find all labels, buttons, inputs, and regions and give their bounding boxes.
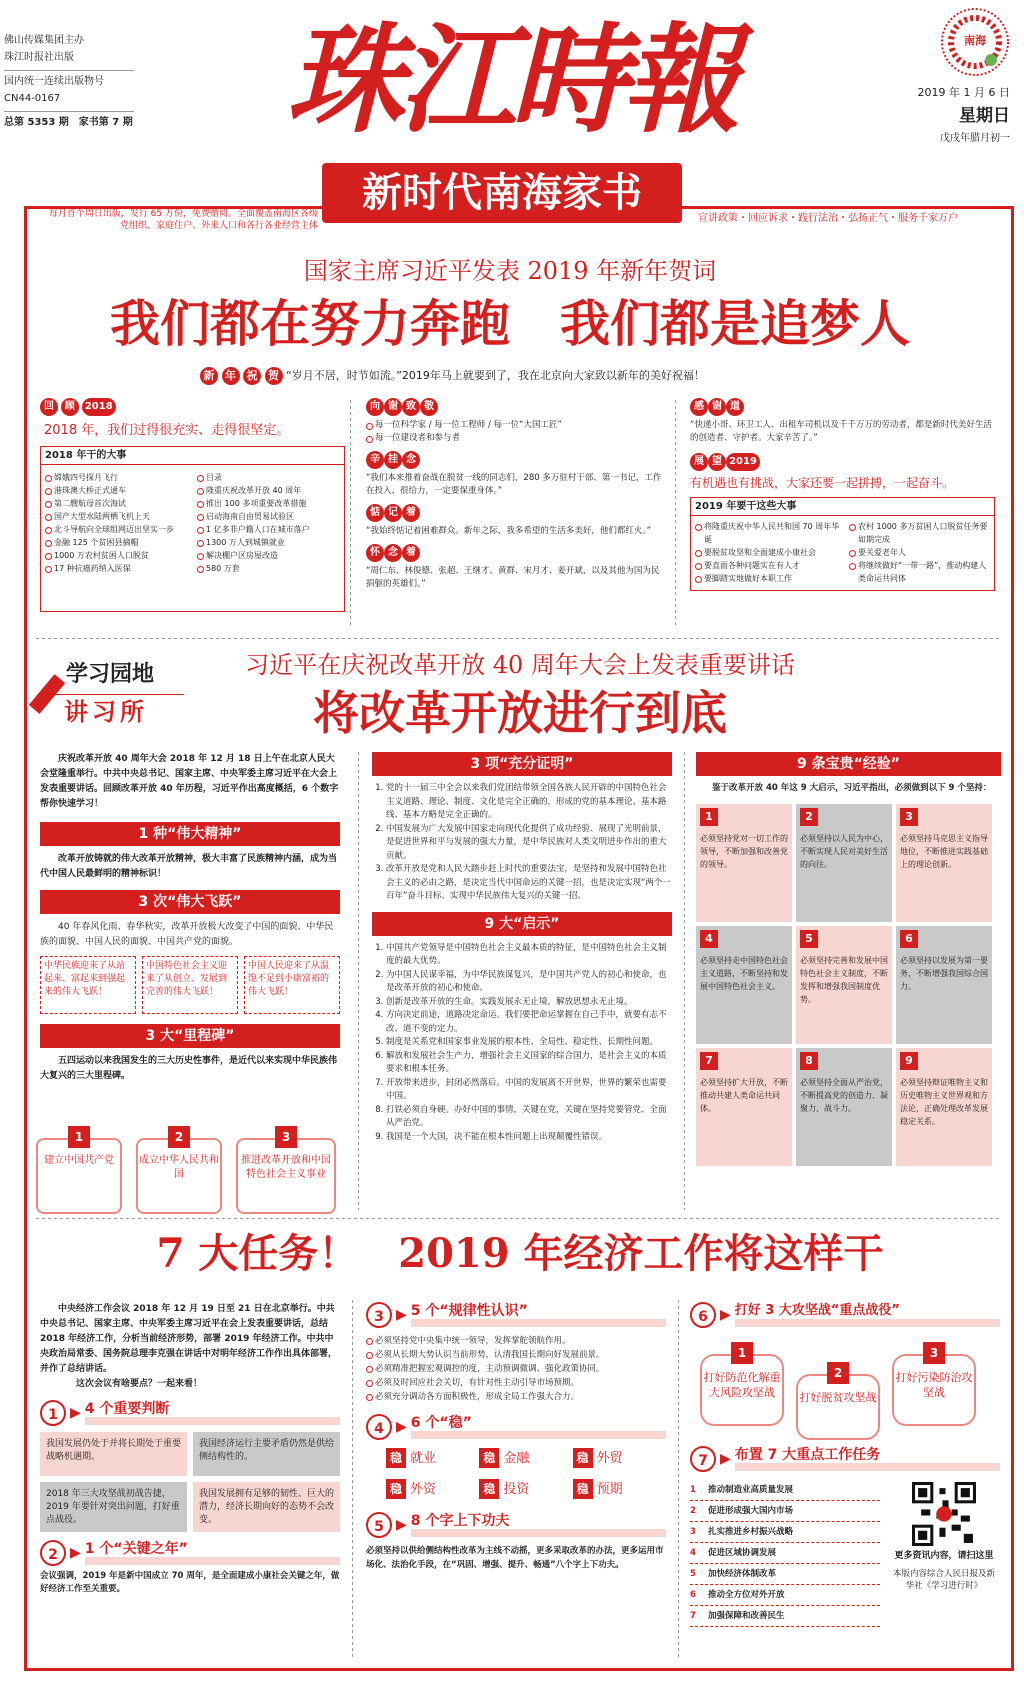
- battle-2: [796, 1366, 880, 1440]
- b3-text: 五四运动以来我国发生的三大历史性事件，是近代以来实现中华民族伟大复兴的三大里程碑。: [40, 1056, 338, 1081]
- issue-date: 2019 年 1 月 6 日: [917, 86, 1010, 99]
- plan-item: 将继续做好“一带一路”，推动构建人类命运共同体: [849, 559, 991, 585]
- insight-item: 4. 方向决定前途，道路决定命运。我们要把命运掌握在自己手中，就要有志不改、道不变的定力。: [386, 1009, 672, 1036]
- battle-num: 3: [923, 1342, 945, 1364]
- plan-item: 要脚踏实地做好本职工作: [695, 572, 845, 585]
- stability-item: 稳 外资: [386, 1479, 479, 1500]
- top-kicker: 国家主席习近平发表 2019 年新年贺词: [303, 257, 717, 285]
- event-item: 金融 125 个贫困县摘帽: [45, 536, 195, 549]
- milestone-num: 3: [275, 1126, 297, 1148]
- event-item: 第二艘航母首次海试: [45, 497, 195, 510]
- task-text: 加强保障和改善民生: [708, 1611, 785, 1621]
- battle-text: 打好防范化解重大风险攻坚战: [703, 1371, 781, 1399]
- care-text: “我们本来推着奋战在脱贫一线的同志们，280 多万驻村干部、第一书记，工作在投入、很给力，一定要保重身体。”: [366, 473, 662, 496]
- event-item: 嫦娥四号探月飞行: [45, 471, 195, 484]
- wen-icon: 稳: [386, 1479, 406, 1499]
- c-title: 3 项“充分证明”: [372, 752, 672, 776]
- events-2019-title: 2019 年要干这些大事: [691, 500, 994, 516]
- thanks-item: 每一位建设者和参与者: [366, 432, 666, 445]
- thanks-tag: 敬: [420, 398, 438, 416]
- thank-workers-text: “快递小哥、环卫工人、出租车司机以及千千万万的劳动者，都是新时代美好生活的创造者、守护者。大家辛苦了。”: [690, 420, 992, 443]
- thank-tag: 谢: [708, 398, 726, 416]
- economy-col-a: [40, 1302, 340, 1596]
- outlook-tag: 2019: [726, 453, 760, 471]
- s5-text: 必须坚持以供给侧结构性改革为主线不动摇，更多采取改革的办法，更多运用市场化、法治化手段，在“巩固、增强、提升、畅通”八个字上下功夫。: [366, 1546, 664, 1570]
- publisher-2: 珠江时报社出版: [4, 52, 74, 63]
- experience-text: 必须坚持完善和发展中国特色社会主义制度，不断发挥和增强我国制度优势。: [800, 955, 888, 1004]
- top-lead-row: [200, 366, 800, 386]
- plan-item: 要脱贫攻坚和全面建成小康社会: [695, 546, 845, 559]
- experience-cell: [696, 926, 792, 1044]
- outlook-tag: 望: [708, 453, 726, 471]
- review-tag-3: 2018: [82, 398, 116, 416]
- experience-num: 1: [700, 808, 718, 826]
- qr-block[interactable]: [890, 1482, 998, 1592]
- s2-header: 2 ▶ 1 个“关键之年”: [40, 1540, 340, 1566]
- task-item: [690, 1501, 880, 1522]
- tasks-list: [690, 1480, 880, 1627]
- experience-text: 必须坚持全面从严治党，不断提高党的创造力、凝聚力、战斗力。: [800, 1077, 888, 1113]
- thanks-tag: 谢: [384, 398, 402, 416]
- experience-cell: [796, 926, 892, 1044]
- s2-text: 会议强调，2019 年是新中国成立 70 周年，是全面建成小康社会关键之年，做好经济工作至关重要。: [40, 1571, 340, 1594]
- tag-4: 贺: [265, 367, 283, 385]
- battle-num: 1: [731, 1342, 753, 1364]
- experience-text: 必须坚持以发展为第一要务，不断增强我国综合国力。: [900, 955, 988, 991]
- economy-col-b: [366, 1302, 666, 1572]
- s3-header: 3 ▶ 5 个“规律性认识”: [366, 1302, 666, 1328]
- experience-cell: [796, 804, 892, 922]
- b2-box: 中华民族迎来了从站起来、富起来到强起来的伟大飞跃！: [40, 956, 136, 1014]
- event-item: 1000 万农村贫困人口脱贫: [45, 549, 195, 562]
- experience-num: 9: [900, 1052, 918, 1070]
- task-text: 扎实推进乡村振兴战略: [708, 1527, 794, 1537]
- tag-3: 祝: [243, 367, 261, 385]
- event-item: 1 亿多非户籍人口在城市落户: [197, 523, 342, 536]
- b1-title: 1 种“伟大精神”: [40, 822, 340, 846]
- serial-label: 国内统一连续出版物号: [4, 76, 104, 87]
- thank-tag: 感: [690, 398, 708, 416]
- milestone-text: 成立中华人民共和国: [139, 1155, 219, 1180]
- battle-text: 打好脱贫攻坚战: [799, 1391, 877, 1404]
- lunar-date: 戊戌年腊月初一: [940, 132, 1010, 144]
- plan-item: 要直面各种问题实在有人才: [695, 559, 845, 572]
- date-block: [880, 86, 1010, 145]
- slogan-right: 宣讲政策・回应诉求・践行法治・弘扬正气・服务千家万户: [698, 213, 958, 224]
- proof-item: 1. 党的十一届三中全会以来我们党团结带领全国各族人民开辟的中国特色社会主义道路、理论、制度、文化是完全正确的，形成的党的基本理论、基本路线、基本方略是完全正确的。: [386, 782, 672, 823]
- battle-1: [700, 1346, 784, 1426]
- wen-icon: 稳: [573, 1448, 593, 1468]
- task-text: 加快经济体制改革: [708, 1569, 777, 1579]
- event-item: 解决棚户区房屋改造: [197, 549, 342, 562]
- event-item: 580 万套: [197, 562, 342, 575]
- review-2018: [40, 398, 345, 612]
- experience-cell: [896, 926, 992, 1044]
- s6-num: 6: [690, 1302, 716, 1328]
- experience-grid: [696, 804, 1001, 1166]
- task-text: 推动制造业高质量发展: [708, 1485, 794, 1495]
- experience-cell: [696, 804, 792, 922]
- miss-tag: 怀: [366, 544, 384, 562]
- care-tag: 辛: [366, 451, 384, 469]
- s7-num: 7: [690, 1446, 716, 1472]
- milestone-text: 建立中国共产党: [44, 1155, 114, 1166]
- wen-icon: 稳: [386, 1448, 406, 1468]
- s1-num: 1: [40, 1400, 66, 1426]
- milestone-num: 1: [68, 1126, 90, 1148]
- stability-grid: [366, 1448, 666, 1500]
- e-text: 鉴于改革开放 40 年这 9 大启示，习近平指出，必须做到以下 9 个坚持：: [712, 783, 992, 793]
- economy-col-c: [690, 1302, 1000, 1334]
- economy-intro: 中央经济工作会议 2018 年 12 月 19 日至 21 日在北京举行。中共中央总书记、国家主席、中央军委主席习近平在会上发表重要讲话，总结 2018 年经济工作，分析当前经济形势，部署 2019 年经济工作。中共中央政治局常委、国务院总理李克强在讲话中对明年经济工作作出具体部署，并作了总结讲话。: [40, 1304, 338, 1374]
- thanks-tag: 向: [366, 398, 384, 416]
- task-num: 5: [690, 1569, 696, 1579]
- reform-intro: 庆祝改革开放 40 周年大会 2018 年 12 月 18 日上午在北京人民大会堂隆重举行。中共中央总书记、国家主席、中央军委主席习近平在大会上发表重要讲话。回顾改革开放 40 年历程，习近平作出高度概括，6 个数字帮你快速学习！: [40, 754, 339, 809]
- top-lead: “岁月不居，时节如流。”2019年马上就要到了，我在北京向大家致以新年的美好祝福！: [286, 369, 705, 382]
- experience-num: 8: [800, 1052, 818, 1070]
- middle-headline: 将改革开放进行到底: [313, 686, 727, 740]
- s5-header: 5 ▶ 8 个字上下功夫: [366, 1512, 666, 1538]
- s2-num: 2: [40, 1540, 66, 1566]
- plan-item: 要关爱老年人: [849, 546, 991, 559]
- judgment-box: 我国经济运行主要矛盾仍然是供给侧结构性的。: [193, 1432, 340, 1476]
- issue-number: 总第 5353 期 家书第 7 期: [4, 117, 133, 128]
- event-item: 北斗导航向全球组网迈出坚实一步: [45, 523, 195, 536]
- proof-item: 2. 中国发展为广大发展中国家走向现代化提供了成功经验、展现了光明前景，是促进世界和平与发展的强大力量，是中华民族对人类文明进步作出的重大贡献。: [386, 823, 672, 864]
- b3-title: 3 大“里程碑”: [40, 1024, 340, 1048]
- experience-num: 6: [900, 930, 918, 948]
- middle-kicker: 习近平在庆祝改革开放 40 周年大会上发表重要讲话: [245, 651, 795, 679]
- tag-1: 新: [200, 367, 218, 385]
- milestone-text: 推进改革开放和中国特色社会主义事业: [241, 1155, 331, 1180]
- wen-icon: 稳: [479, 1448, 499, 1468]
- task-item: [690, 1522, 880, 1543]
- event-item: 目录: [197, 471, 342, 484]
- publisher: 佛山传媒集团主办: [4, 35, 84, 46]
- task-item: [690, 1564, 880, 1585]
- s7-block: [690, 1446, 1000, 1627]
- experience-text: 必须坚持以人民为中心，不断实现人民对美好生活的向往。: [800, 833, 888, 869]
- insight-item: 5. 制度是关系党和国家事业发展的根本性、全局性、稳定性、长期性问题。: [386, 1036, 672, 1050]
- stability-item: 稳 预期: [573, 1479, 666, 1500]
- top-headline: 我们都在努力奔跑 我们都是追梦人: [110, 294, 910, 353]
- task-text: 促进形成强大国内市场: [708, 1506, 794, 1516]
- proof-item: 3. 改革开放是党和人民大踏步赶上时代的重要法宝，是坚持和发展中国特色社会主义的必由之路，是决定当代中国命运的关键一招，也是决定实现“两个一百年”奋斗目标、实现中华民族伟大复兴的关键一招。: [386, 863, 672, 904]
- outlook-tag: 展: [690, 453, 708, 471]
- rule-item: 必须充分调动各方面积极性，形成全局工作强大合力。: [366, 1390, 666, 1404]
- experience-cell: [896, 1048, 992, 1166]
- insight-item: 6. 解放和发展社会生产力，增强社会主义国家的综合国力，是社会主义的本质要求和根本任务。: [386, 1050, 672, 1077]
- seal-text: 南海: [964, 34, 986, 47]
- s4-num: 4: [366, 1414, 392, 1440]
- stability-item: 稳 外贸: [573, 1448, 666, 1469]
- remember-tag: 着: [402, 504, 420, 522]
- experience-cell: [696, 1048, 792, 1166]
- s4-header: 4 ▶ 6 个“稳”: [366, 1414, 666, 1440]
- milestone-2: [136, 1130, 222, 1214]
- event-item: 17 种抗癌药纳入医保: [45, 562, 195, 575]
- section-banner: 新时代南海家书: [322, 163, 682, 223]
- task-num: 6: [690, 1590, 696, 1600]
- newspaper-title: 珠江時報: [285, 10, 734, 149]
- review-tag-1: 回: [40, 398, 58, 416]
- events-2018-box: [40, 446, 345, 612]
- s2-title: 1 个“关键之年”: [85, 1541, 340, 1565]
- bottom-headline: 7 大任务！ 2019 年经济工作将这样干: [156, 1230, 884, 1277]
- miss-text: “周仁东、林俊德、张超、王继才、黄群、宋月才、姜开斌，以及其他为国为民捐躯的英雄们。”: [366, 566, 660, 589]
- remember-tag: 惦: [366, 504, 384, 522]
- b1-text: 改革开放铸就的伟大改革开放精神，极大丰富了民族精神内涵，成为当代中国人民最鲜明的精神标识！: [40, 854, 338, 879]
- thank-tag: 道: [726, 398, 744, 416]
- experience-num: 7: [700, 1052, 718, 1070]
- task-num: 3: [690, 1527, 696, 1537]
- s6-header: 6 ▶ 打好 3 大攻坚战“重点战役”: [690, 1302, 1000, 1328]
- experience-cell: [796, 1048, 892, 1166]
- remember-text: “我始终惦记着困难群众。新年之际，我多希望的生活多美好，他们都红火。”: [366, 526, 652, 536]
- b2-text: 40 年春风化雨、春华秋实，改革开放极大改变了中国的面貌、中华民族的面貌、中国人民的面貌、中国共产党的面貌。: [40, 922, 334, 947]
- judgment-box: 我国发展拥有足够的韧性、巨大的潜力，经济长期向好的态势不会改变。: [193, 1482, 340, 1532]
- task-item: [690, 1606, 880, 1627]
- insight-item: 2. 为中国人民谋幸福，为中华民族谋复兴，是中国共产党人的初心和使命，也是改革开放的初心和使命。: [386, 969, 672, 996]
- task-item: [690, 1543, 880, 1564]
- reform-col-a: [40, 752, 340, 1084]
- b2-title: 3 次“伟大飞跃”: [40, 890, 340, 914]
- task-item: [690, 1480, 880, 1501]
- battle-text: 打好污染防治攻坚战: [895, 1371, 973, 1399]
- event-item: 港珠澳大桥正式通车: [45, 484, 195, 497]
- b2-box: 中国人民迎来了从温饱不足到小康富裕的伟大飞跃！: [244, 956, 340, 1014]
- s4-title: 6 个“稳”: [411, 1415, 666, 1439]
- task-item: [690, 1585, 880, 1606]
- rule-item: 必须及时回应社会关切，有针对性主动引导市场预期。: [366, 1376, 666, 1390]
- care-tag: 念: [402, 451, 420, 469]
- masthead-info: [4, 32, 154, 131]
- experience-num: 3: [900, 808, 918, 826]
- qr-caption: 更多资讯内容，请扫这里: [894, 1551, 994, 1561]
- reform-col-b: [372, 752, 672, 1144]
- insight-item: 1. 中国共产党领导是中国特色社会主义最本质的特征，是中国特色社会主义制度的最大优势。: [386, 942, 672, 969]
- s5-title: 8 个字上下功夫: [411, 1513, 666, 1537]
- s7-title: 布置 7 大重点工作任务: [735, 1447, 1000, 1471]
- experience-num: 5: [800, 930, 818, 948]
- s1-header: 1 ▶ 4 个重要判断: [40, 1400, 340, 1426]
- task-num: 4: [690, 1548, 696, 1558]
- s7-header: 7 ▶ 布置 7 大重点工作任务: [690, 1446, 1000, 1472]
- milestone-3: [236, 1130, 336, 1214]
- task-text: 推动全方位对外开放: [708, 1590, 785, 1600]
- review-quote: 2018 年，我们过得很充实、走得很坚定。: [44, 423, 290, 438]
- task-num: 1: [690, 1485, 696, 1495]
- experience-text: 必须坚持辩证唯物主义和历史唯物主义世界观和方法论，正确处理改革发展稳定关系。: [900, 1077, 988, 1126]
- stability-item: 稳 投资: [479, 1479, 572, 1500]
- judgment-box: 我国发展仍处于并将长期处于重要战略机遇期。: [40, 1432, 187, 1476]
- rule-item: 必须从长期大势认识当前形势，认清我国长期向好发展前景。: [366, 1348, 666, 1362]
- reform-col-c: [696, 752, 1001, 1166]
- experience-text: 必须坚持走中国特色社会主义道路，不断坚持和发展中国特色社会主义。: [700, 955, 788, 991]
- miss-tag: 着: [402, 544, 420, 562]
- plan-item: 将隆重庆祝中华人民共和国 70 周年华诞: [695, 520, 845, 546]
- d-title: 9 大“启示”: [372, 912, 672, 936]
- experience-cell: [896, 804, 992, 922]
- experience-text: 必须坚持扩大开放，不断推动共建人类命运共同体。: [700, 1077, 788, 1113]
- task-num: 2: [690, 1506, 696, 1516]
- e-title: 9 条宝贵“经验”: [696, 752, 1001, 776]
- event-item: 推出 100 多项重要改革措施: [197, 497, 342, 510]
- experience-num: 2: [800, 808, 818, 826]
- task-text: 促进区域协调发展: [708, 1548, 777, 1558]
- s1-title: 4 个重要判断: [85, 1401, 340, 1425]
- milestone-num: 2: [168, 1126, 190, 1148]
- experience-text: 必须坚持马克思主义指导地位，不断推进实践基础上的理论创新。: [900, 833, 988, 869]
- thanks-tag: 致: [402, 398, 420, 416]
- b2-box: 中国特色社会主义迎来了从创立、发展到完善的伟大飞跃！: [142, 956, 238, 1014]
- insight-item: 3. 创新是改革开放的生命。实践发展永无止境，解放思想永无止境。: [386, 996, 672, 1010]
- care-tag: 挂: [384, 451, 402, 469]
- thanks-column: [366, 398, 666, 594]
- event-item: 隆重庆祝改革开放 40 周年: [197, 484, 342, 497]
- wen-icon: 稳: [479, 1479, 499, 1499]
- battle-3: [892, 1346, 976, 1426]
- event-item: 国产大型水陆两栖飞机上天: [45, 510, 195, 523]
- slogan-left: 每月首个周日出版，发行 65 万份，免费赠阅。全面覆盖南海区各级党组织、家庭住户、外来人口和各行各业经营主体: [48, 209, 318, 231]
- experience-text: 必须坚持党对一切工作的领导，不断加强和改善党的领导。: [700, 833, 788, 869]
- outlook-2019: [690, 398, 995, 591]
- study-logo-top: 学习园地: [66, 662, 155, 687]
- judgment-box: 2018 年三大攻坚战初战告捷，2019 年要针对突出问题，打好重点战役。: [40, 1482, 187, 1532]
- rule-item: 必须精准把握宏观调控的度，主动预调微调、强化政策协同。: [366, 1362, 666, 1376]
- events-2018-title: 2018 年干的大事: [41, 449, 344, 466]
- outlook-quote: 有机遇也有挑战，大家还要一起拼搏，一起奋斗。: [690, 476, 955, 490]
- weekday: 星期日: [959, 105, 1010, 126]
- qr-seal[interactable]: [935, 6, 1015, 78]
- event-item: 1300 万人到城镇就业: [197, 536, 342, 549]
- study-logo-bottom: 讲习所: [64, 698, 148, 726]
- insight-item: 8. 打铁必须自身硬。办好中国的事情，关键在党，关键在坚持党要管党、全面从严治党。: [386, 1104, 672, 1131]
- miss-tag: 念: [384, 544, 402, 562]
- thanks-item: 每一位科学家 / 每一位工程师 / 每一位“大国工匠”: [366, 419, 666, 432]
- plan-item: 农村 1000 多万贫困人口脱贫任务要如期完成: [849, 520, 991, 546]
- events-2019-box: [690, 497, 995, 591]
- rule-item: 必须坚持党中央集中统一领导，发挥掌舵领航作用。: [366, 1334, 666, 1348]
- insight-item: 7. 开放带来进步，封闭必然落后。中国的发展离不开世界，世界的繁荣也需要中国。: [386, 1077, 672, 1104]
- wen-icon: 稳: [573, 1479, 593, 1499]
- economy-intro-2: 这次会议有啥要点？一起来看！: [76, 1379, 203, 1389]
- experience-num: 4: [700, 930, 718, 948]
- stability-item: 稳 就业: [386, 1448, 479, 1469]
- remember-tag: 记: [384, 504, 402, 522]
- task-num: 7: [690, 1611, 696, 1621]
- s5-num: 5: [366, 1512, 392, 1538]
- review-tag-2: 顾: [61, 398, 79, 416]
- insight-item: 9. 我国是一个大国，决不能在根本性问题上出现颠覆性错误。: [386, 1131, 672, 1145]
- milestone-1: [36, 1130, 122, 1214]
- event-item: 启动海南自由贸易试验区: [197, 510, 342, 523]
- study-corner-logo: [34, 660, 184, 730]
- qr-code-icon: [912, 1482, 976, 1546]
- tag-2: 年: [222, 367, 240, 385]
- s6-title: 打好 3 大攻坚战“重点战役”: [735, 1303, 1000, 1327]
- s3-num: 3: [366, 1302, 392, 1328]
- battle-num: 2: [827, 1362, 849, 1384]
- serial-number: CN44-0167: [4, 93, 61, 104]
- content-source: 本版内容综合人民日报及新华社《学习进行时》: [892, 1569, 995, 1591]
- s3-title: 5 个“规律性认识”: [411, 1303, 666, 1327]
- stability-item: 稳 金融: [479, 1448, 572, 1469]
